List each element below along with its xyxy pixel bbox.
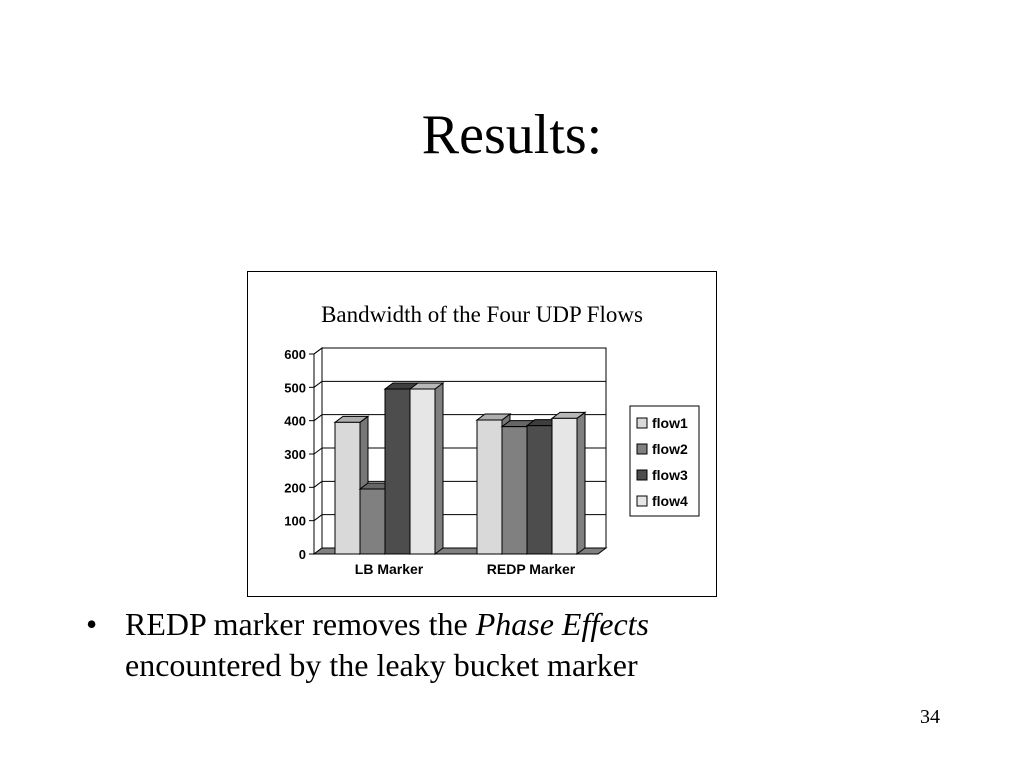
- bullet-marker: •: [86, 606, 98, 642]
- bar-flow3: [527, 426, 552, 554]
- bar-flow4: [552, 418, 577, 554]
- bar-flow2: [502, 427, 527, 554]
- chart-frame: [247, 271, 717, 597]
- legend-swatch-flow2: [637, 444, 647, 454]
- legend-label-flow2: flow2: [652, 441, 688, 457]
- legend-label-flow1: flow1: [652, 415, 688, 431]
- legend-swatch-flow4: [637, 496, 647, 506]
- bullet-text-end: encountered by the leaky bucket marker: [125, 647, 638, 683]
- bar-side-flow4: [577, 412, 585, 554]
- bullet-text-start: REDP marker removes the: [125, 606, 476, 642]
- bar-flow1: [477, 420, 502, 554]
- y-tick-label: 200: [284, 480, 306, 496]
- y-tick-label: 400: [284, 413, 306, 429]
- y-tick-label: 100: [284, 513, 306, 529]
- y-tick-label: 0: [298, 547, 306, 562]
- y-tick-label: 300: [284, 447, 306, 462]
- y-tick-label: 600: [284, 347, 306, 362]
- legend-label-flow3: flow3: [652, 467, 688, 483]
- bar-flow4: [410, 389, 435, 554]
- bar-flow3: [385, 389, 410, 554]
- bullet-text-emphasis: Phase Effects: [475, 606, 649, 642]
- x-tick-label: LB Marker: [354, 561, 424, 577]
- chart-title: Bandwidth of the Four UDP Flows: [321, 302, 643, 327]
- page-number: 34: [920, 706, 940, 728]
- slide-title: Results:: [421, 104, 603, 166]
- x-tick-label: REDP Marker: [486, 561, 576, 577]
- bullet-text: [125, 604, 925, 686]
- bar-flow1: [335, 422, 360, 554]
- y-tick-label: 500: [284, 380, 306, 396]
- bar-side-flow4: [435, 383, 443, 554]
- legend-swatch-flow1: [637, 418, 647, 428]
- legend-swatch-flow3: [637, 470, 647, 480]
- bar-flow2: [360, 489, 385, 554]
- legend-label-flow4: flow4: [652, 493, 688, 509]
- bandwidth-bar-chart: [248, 272, 718, 598]
